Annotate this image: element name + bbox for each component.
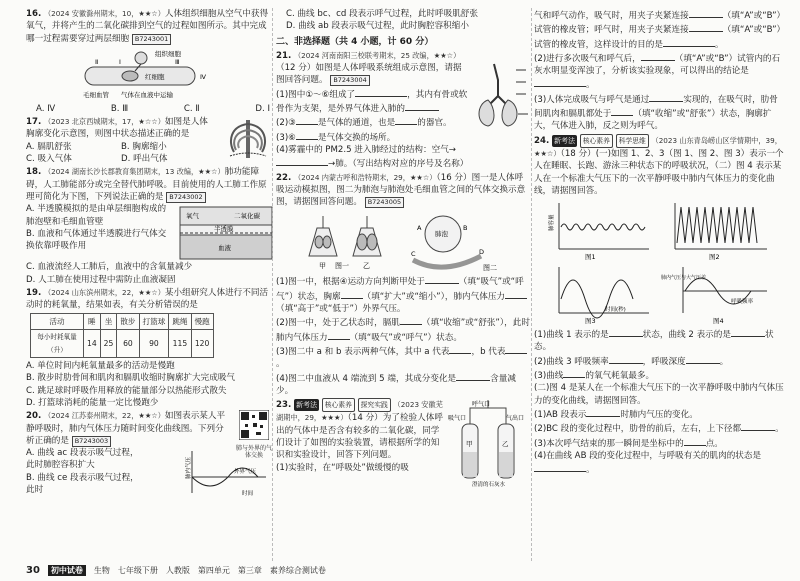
part-text: ，呼吸深度 [642,356,686,367]
fig-label: 乙 [363,262,370,271]
part-text: （填“吸气”或“呼气”）状态。 [349,332,462,343]
question-number: 24. [534,135,550,146]
section-heading: 二、非选择题（共 4 小题，计 60 分） [276,36,434,47]
part-text: 时肺内气压的变化。 [620,409,698,420]
column-divider [531,8,532,561]
table-cell: 25 [100,330,117,358]
graph-label: 外界气压 [234,469,257,476]
answer-blank[interactable] [684,436,706,446]
fig-label: 组织细胞 [155,49,181,58]
answer-blank[interactable] [505,344,527,354]
table-header: 打篮球 [139,314,169,330]
part-text: （填“扩大”或“缩小”），肺内气体压力 [362,291,506,302]
part-text: （填“高于”或“低于”）外界气压。 [276,304,406,315]
fig-label: 氧气 [186,212,199,221]
part-text: (1)实验时，在“呼吸处”做缓慢的吸 [276,462,409,473]
fig-label: 乙 [502,440,509,449]
question-text: 肺功能障碍，人工肺能部分或完全替代肺呼吸。目前使用的人工肺工作原理可简化为下图，下列说法正确的是 [26,167,267,202]
part-text: （填“收缩”或“舒张”）状态，胸廓扩大，气体进入肺，反之则为呼气。 [534,109,772,132]
part-text: (二)图 4 是某人在一个标准大气压下的一次平静呼吸中肺内气体压力的变化曲线，请据图回答。 [534,383,784,406]
option-c[interactable]: C. 跳足球时呼吸作用释放的能量部分以热能形式散失 [26,385,227,396]
question-text: 图一是人体呼吸运动模拟图，图二为肺泡与肺泡处毛细血管之间的气体交换示意图，请据图回答问题。 [276,172,526,208]
part-text: 状态，曲线 2 表示的是 [642,330,731,341]
page-footer [26,565,326,576]
fig-label: Ⅳ [200,72,206,81]
option-a[interactable]: A. 曲线 ac 段表示吸气过程，此时肺腔容积扩大 [26,448,139,471]
question-text: 如图是人体呼吸系统组成示意图，请据图回答问题。 [276,63,462,86]
ribcage-figure [222,116,274,162]
answer-blank[interactable] [296,130,318,140]
question-text: 如图表示某人平静呼吸时，肺内气体压力随时间变化曲线图。下列分析正确的是 [26,411,226,446]
tag-badge: 科学思维 [616,134,649,148]
option-b[interactable]: B. 血液和气体通过半透膜进行气体交换依靠呼吸作用 [26,228,167,252]
part-text: 。 [775,424,784,435]
options [36,103,270,115]
question-score: （18 分） [560,148,596,159]
answer-blank[interactable] [611,106,633,116]
part-text: 气和呼气动作，吸气时，用夹子夹紧连接 [534,11,689,21]
column-middle [276,8,530,489]
part-text: (2)③ [276,118,296,129]
option-d[interactable]: D. 打篮球消耗的能量一定比慢跑少 [26,397,159,408]
answer-blank[interactable] [449,344,471,354]
question-21 [276,50,530,171]
fig-label: Ⅲ [175,57,180,66]
footer-edition: 人教版 [165,566,190,575]
question-23-continued [534,8,786,133]
question-code: B7243003 [72,436,111,447]
question-number: 18. [26,167,42,178]
axis-label: 肺内气压 [186,457,192,480]
part-text: （填“收缩”或“舒张”），此时肺内气体压力 [276,318,530,343]
part-text: （填“A”或“B”）试管内的石灰水明显变浑浊了，分析该实验现象，可以得出的结论是 [534,53,781,77]
answer-blank[interactable] [641,51,675,61]
question-text: 如图是人体胸廓变化示意图，则图中状态描述正确的是 [26,117,208,140]
part-text: 。 [586,80,595,91]
footer-subject: 生物 [93,566,110,575]
question-text: 某小组研究人体进行不同活动时的耗氧量，结果如表，有关分析错误的是 [26,287,269,311]
footer-test-type: 素养综合测试卷 [269,566,326,575]
option-b[interactable]: B. Ⅲ [110,103,129,114]
question-code: B7243002 [166,192,205,203]
question-number: 22. [276,172,292,183]
part-text: 的器官。 [417,118,452,129]
part-text: （填“A”或“B”）试管的橡皮管，这样设计的目的是 [534,25,786,50]
pressure-curve-figure [182,447,270,499]
question-source: （2024 山东滨州期末，22，★★☆） [43,287,165,297]
fig-label: 澄清的石灰水 [472,482,506,489]
fig-label: 吸气口 [448,415,467,423]
part-text: (1)图中①～⑥组成了 [276,89,356,100]
option-d[interactable]: D. Ⅰ [255,103,270,114]
respiratory-system-figure [474,60,530,130]
answer-blank[interactable] [689,22,723,32]
answer-blank[interactable] [341,289,363,299]
axis-label: 时间(秒) [605,307,626,314]
answer-blank[interactable] [609,327,643,337]
answer-blank[interactable] [586,407,620,417]
table-cell: 120 [191,330,213,358]
lime-water-apparatus-figure [448,398,530,488]
options-row [26,153,216,165]
question-code: B7243001 [132,34,171,45]
page-number: 30 [26,565,40,576]
answer-blank[interactable] [276,156,328,166]
tag-badge: 核心素养 [322,398,355,412]
fig-label: 图3 [585,317,596,326]
fig-label: B [463,224,468,233]
question-source: （2024 安徽滁州期末，10，★★☆） [43,9,165,18]
fig-label: 图2 [709,253,720,262]
column-divider [272,8,273,561]
question-19 [26,287,274,409]
answer-blank[interactable] [663,37,715,47]
gas-exchange-figure [75,47,225,101]
part-text: (2)图一中，处于乙状态时，膈肌 [276,318,400,329]
footer-unit: 第四单元 [197,566,230,575]
answer-blank[interactable] [534,462,586,472]
column-left [26,8,274,497]
option-a[interactable]: A. 半透膜模拟的是由单层细胞构成的肺泡壁和毛细血管壁 [26,204,167,227]
part-text: 。 [719,356,729,367]
option-a[interactable]: A. 单位时间内耗氧量最多的活动是慢跑 [26,361,175,372]
axis-label: 呼吸频率 [731,299,754,306]
question-source: （2024 江苏泰州期末，22，★★☆） [43,411,165,421]
part-text: （填“吸气”或“呼气”）状态，胸廓 [276,277,524,302]
question-23 [276,398,530,489]
answer-blank[interactable] [405,101,439,111]
table-cell: 115 [169,330,191,358]
graph-2 [675,203,767,261]
answer-blank[interactable] [731,327,765,337]
footer-grade: 七年级下册 [117,566,158,575]
answer-blank[interactable] [355,87,407,97]
question-score: （14 分） [347,413,383,424]
fig-label: 二氧化碳 [234,212,260,221]
question-16 [26,8,274,115]
answer-blank[interactable] [534,77,586,87]
part-text: (4)雾霾中的 PM2.5 进入肺经过的结构：空气→ [276,144,457,155]
fig-label: Ⅰ [119,57,121,66]
part-text: 是气体的通道，也是 [317,118,396,129]
axis-label: 时间 [242,491,254,498]
question-score: （16 分） [436,172,472,183]
answer-blank[interactable] [395,115,417,125]
artificial-lung-figure [178,205,274,261]
part-text: (1)图一中，根据④运动方向判断甲处于 [276,277,425,288]
brand-logo: 初中试卷 [48,565,86,576]
column-right [534,8,786,477]
part-text: 。 [714,39,724,50]
question-source: （2024 内蒙古呼和浩特期末，29，★★☆） [293,172,437,182]
fig-label: 图一 [335,262,349,271]
question-text: 人体组织细胞从空气中获得氧气，并将产生的二氧化碳排到空气的过程如图所示。其中完成哪一过程需要穿过两层细胞 [26,9,269,44]
answer-blank[interactable] [649,92,683,102]
fig-label: 红细胞 [145,72,165,81]
axis-label: 肺容量 [549,214,555,232]
option-c[interactable]: C. 血液流经人工肺后，血液中的含氧量减少 [26,262,193,273]
part-text: (2)曲线 3 呼吸频率 [534,356,609,367]
question-text: (一)如图 1、2、3（图 1、图 2、图 3）表示一个人在睡眠、长跑、游泳三种状态下的呼吸状况，（二）图 4 表示某人在一个标准大气压下的一次平静呼吸中肺内气体压力的变化曲线，请据图回答。 [534,148,784,196]
question-17 [26,116,274,165]
answer-blank[interactable] [400,315,422,325]
qr-caption: 肺与外界的气体交换 [235,444,272,459]
table-header: 散步 [117,314,139,330]
option-c[interactable]: C. 吸入气体 [26,154,72,165]
answer-blank[interactable] [425,274,459,284]
answer-blank[interactable] [686,354,720,364]
table-cell: 14 [84,330,101,358]
part-text: (3)⑥ [276,132,296,143]
answer-blank[interactable] [689,8,723,18]
graph-3 [559,267,649,325]
question-source: （2023 山东青岛崂山区学情期中，39，★★☆） [534,135,782,158]
answer-blank[interactable] [563,368,585,378]
question-text: 为了检验人体呼出的气体中是否含有较多的二氧化碳，同学们设计了如图的实验装置，请根据所学的知识和实验设计，回答下列问题。 [276,413,443,461]
part-text: 的氧气耗氧最多。 [585,371,655,382]
fig-label: 呼气口 [472,401,491,409]
part-text: →肺。（写出结构对应的序号及名称） [328,159,469,170]
fig-label: 半透膜 [214,225,234,234]
tag-badge: 探究实践 [358,398,391,412]
option-d[interactable]: D. 呼出气体 [121,154,168,165]
question-number: 21. [276,50,292,61]
question-source: （2023 安徽芜湖期中，29，★★★） [276,400,443,423]
part-text: (3)人体完成吸气与呼气是通过 [534,94,650,105]
fig-label: 血液 [218,244,231,253]
options-row [26,141,216,153]
option-d[interactable]: D. 人工肺在使用过程中需防止血液凝固 [26,274,176,285]
option-a[interactable]: A. Ⅳ [36,103,56,114]
part-text: 是气体交换的场所。 [317,132,396,143]
part-text: (3)本次呼气结束的那一瞬间是坐标中的 [534,438,684,449]
tag-badge: 核心素养 [580,134,613,148]
table-header: 慢跑 [191,314,213,330]
option-c[interactable]: C. Ⅱ [183,103,200,114]
part-text: 。 [586,465,595,476]
table-header: 跳绳 [169,314,191,330]
fig-label: 图二 [483,264,497,273]
answer-blank[interactable] [456,371,490,381]
fig-label: 气体在血液中运输 [121,90,173,99]
fig-label: 气出口 [506,415,525,423]
question-24 [534,134,786,477]
part-text: (4)在曲线 AB 段的变化过程中，与呼吸有关的肌肉的状态是 [534,450,762,461]
question-source: （2024 河南南阳三校联考期末，25 改编，★★☆） [293,50,461,60]
table-row-label: 每小时耗氧量（升） [31,330,84,358]
question-source: （2023 北京西城期末，17，★☆☆） [43,117,165,127]
question-20 [26,410,274,496]
table-header: 活动 [31,314,84,330]
oxygen-table [30,313,214,358]
part-text: (2)进行多次吸气和呼气后， [534,53,641,64]
part-text: (1)曲线 1 表示的是 [534,330,609,341]
table-cell: 90 [139,330,169,358]
part-text: 实现的，在吸气时，肋骨间肌肉和膈肌都处于 [534,94,778,120]
part-text: 状态。 [534,330,774,353]
question-18 [26,166,274,285]
part-text: (4)图二中血液从 4 端流到 5 端，其成分变化是 [276,373,457,384]
qr-code-icon[interactable] [239,410,269,440]
question-number: 16. [26,9,42,19]
answer-blank[interactable] [296,115,318,125]
part-text: ，b 代表 [471,346,506,357]
question-22 [276,172,530,398]
question-source: （2024 湖南长沙长郡教育集团期末，13 改编，★★☆） [43,167,225,177]
fig-label: 甲 [466,440,473,449]
part-text: （填“A”或“B”）试管的橡皮管；呼气时，用夹子夹紧连接 [534,11,786,36]
answer-blank[interactable] [609,354,643,364]
fig-label: 毛细血管 [83,90,109,99]
table-header: 坐 [100,314,117,330]
fig-label: 肺泡 [435,230,448,239]
fig-label: 图4 [713,317,724,326]
fig-label: 甲 [319,262,326,271]
question-score: （12 分） [276,63,316,74]
fig-label: Ⅱ [95,57,99,66]
tag-badge: 新考法 [552,135,577,147]
question-number: 17. [26,117,42,128]
answer-blank[interactable] [328,330,350,340]
part-text: 含量减少。 [276,373,516,396]
part-text: (3)曲线 [534,371,564,382]
answer-blank[interactable] [505,289,527,299]
graph-1 [547,203,649,261]
question-number: 20. [26,411,42,422]
part-text: (2)BC 段的变化过程中，肋骨的前后，左右，上下径都 [534,424,742,435]
option-d[interactable]: D. 曲线 ab 段表示吸气过程，此时胸腔容积缩小 [286,21,469,32]
question-number: 23. [276,400,292,411]
footer-chapter: 第三章 [237,566,262,575]
part-text: 。 [276,359,285,370]
answer-blank[interactable] [741,421,775,431]
fig-label: A [417,224,422,233]
option-b[interactable]: B. 散步时肋骨间和肌肉和膈肌收缩时胸廓扩大完成吸气 [26,373,236,384]
option-b[interactable]: B. 胸廓缩小 [121,141,167,152]
option-a[interactable]: A. 膈肌舒张 [26,141,72,152]
question-code: B7243004 [330,75,369,86]
part-text: (3)图二中 a 和 b 表示两种气体，其中 a 代表 [276,346,450,357]
option-c[interactable]: C. 曲线 bc、cd 段表示呼气过程，此时呼吸肌舒张 [286,9,478,19]
question-number: 19. [26,287,42,298]
part-text: (1)AB 段表示 [534,409,587,420]
axis-label: 肺内气压与大气压差 [661,275,707,282]
table-cell: 60 [117,330,139,358]
tag-badge: 新考法 [294,399,319,411]
breathing-graphs-figure [545,199,775,325]
part-text: ，其内有骨或软骨作为支架，是外界气体进入肺的 [276,89,468,115]
question-code: B7243005 [365,197,404,208]
breathing-model-figure [303,210,503,272]
part-text: 点。 [705,438,723,449]
option-b[interactable]: B. 曲线 ce 段表示吸气过程，此时 [26,472,139,496]
fig-label: D [479,248,485,257]
fig-label: 图1 [585,253,596,262]
graph-4 [661,267,767,325]
table-header: 睡 [84,314,101,330]
fig-label: C [411,250,416,259]
